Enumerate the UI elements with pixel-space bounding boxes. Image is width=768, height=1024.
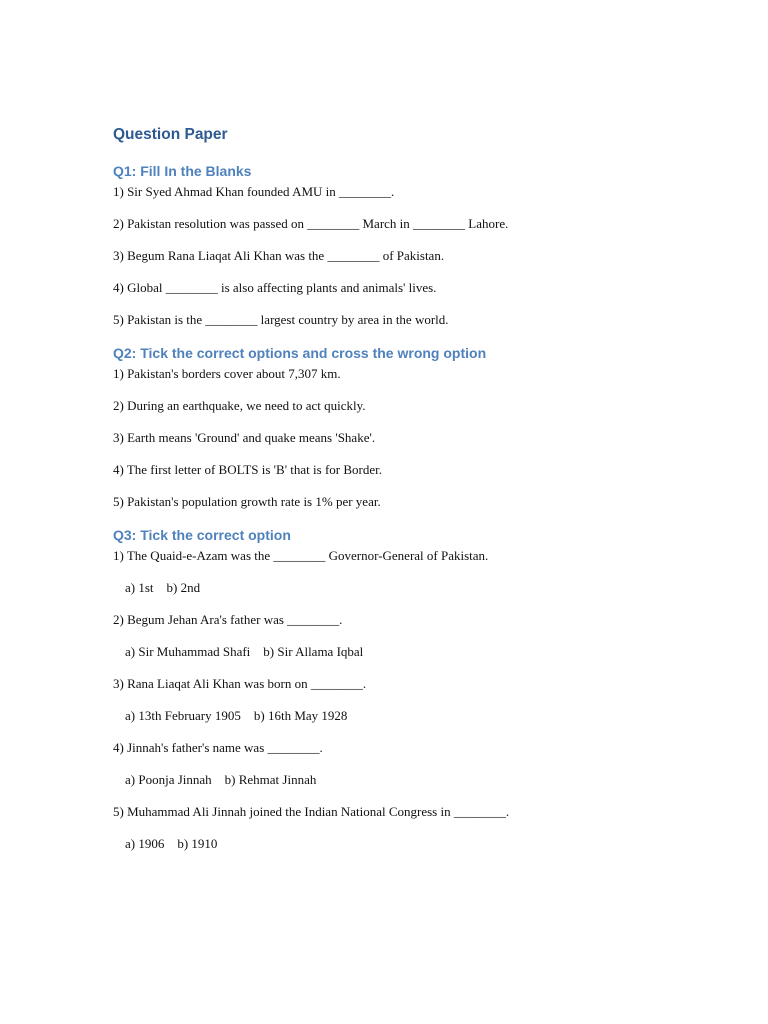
question-line: 2) Pakistan resolution was passed on ________ March in ________ Lahore.	[113, 216, 509, 231]
question-line: 1) The Quaid-e-Azam was the ________ Governor-General of Pakistan.	[113, 548, 489, 563]
question-line: 2) Begum Jehan Ara's father was ________.	[113, 612, 343, 627]
answer-options: a) 1st b) 2nd	[125, 580, 201, 595]
question-line: 4) Jinnah's father's name was ________.	[113, 740, 323, 755]
question-line: 3) Earth means 'Ground' and quake means 'Shake'.	[113, 430, 376, 445]
page-title: Question Paper	[113, 126, 228, 143]
question-line: 5) Muhammad Ali Jinnah joined the Indian National Congress in ________.	[113, 804, 510, 819]
section-heading-q3: Q3: Tick the correct option	[113, 527, 291, 543]
question-line: 3) Rana Liaqat Ali Khan was born on ________.	[113, 676, 367, 691]
question-line: 5) Pakistan's population growth rate is 1% per year.	[113, 494, 381, 509]
question-line: 1) Sir Syed Ahmad Khan founded AMU in ________.	[113, 184, 395, 199]
answer-options: a) Poonja Jinnah b) Rehmat Jinnah	[125, 772, 317, 787]
answer-options: a) 1906 b) 1910	[125, 836, 218, 851]
section-q1	[113, 160, 713, 330]
question-line: 3) Begum Rana Liaqat Ali Khan was the ________ of Pakistan.	[113, 248, 445, 263]
section-q2	[113, 342, 713, 512]
question-line: 5) Pakistan is the ________ largest country by area in the world.	[113, 312, 449, 327]
document-page	[113, 124, 713, 866]
section-heading-q2: Q2: Tick the correct options and cross the wrong option	[113, 345, 487, 361]
question-line: 4) Global ________ is also affecting plants and animals' lives.	[113, 280, 437, 295]
question-line: 4) The first letter of BOLTS is 'B' that is for Border.	[113, 462, 382, 477]
section-q3	[113, 524, 713, 854]
question-line: 1) Pakistan's borders cover about 7,307 km.	[113, 366, 341, 381]
question-line: 2) During an earthquake, we need to act quickly.	[113, 398, 366, 413]
answer-options: a) Sir Muhammad Shafi b) Sir Allama Iqbal	[125, 644, 364, 659]
answer-options: a) 13th February 1905 b) 16th May 1928	[125, 708, 348, 723]
section-heading-q1: Q1: Fill In the Blanks	[113, 163, 252, 179]
